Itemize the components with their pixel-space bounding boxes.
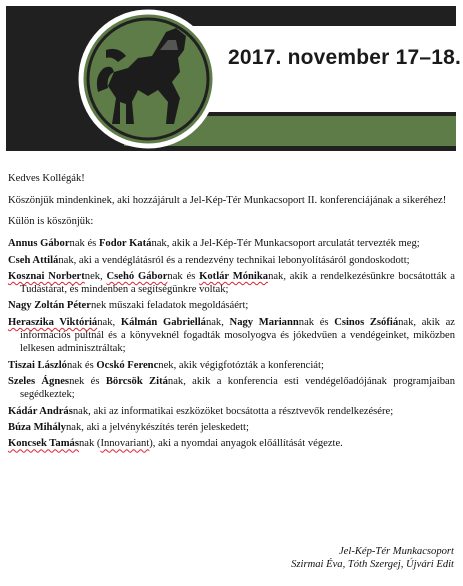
thanks-item — [8, 437, 455, 450]
thanked-name: Cseh Attilá — [8, 254, 59, 266]
thanks-text: nak, — [205, 316, 230, 328]
thanks-text: nak és — [167, 270, 200, 282]
thanks-text: Innovariant — [100, 438, 150, 450]
thanked-name: Ocskó Ferenc — [96, 359, 159, 371]
thanks-item — [8, 375, 455, 401]
thanked-name: Csinos Zsófiá — [334, 316, 399, 328]
thanks-item — [8, 254, 455, 267]
thanked-name: Nagy Mariann — [229, 316, 299, 328]
thanks-text: nak, akik az információs pultnál és a könyveknél fogadták mosolyogva és jókedvűen a vendégeinket, miközben lelkesen adminisztráltak; — [20, 316, 456, 355]
letter-body — [8, 172, 455, 454]
intro-paragraph: Köszönjük mindenkinek, aki hozzájárult a Jel-Kép-Tér Munkacsoport II. konferenciájának a sikeréhez! — [8, 194, 447, 206]
thanks-text: nak és — [298, 316, 335, 328]
event-date: 2017. november 17–18. — [228, 46, 462, 69]
thanked-name: Nagy Zoltán Péter — [8, 300, 91, 312]
thanks-text: nak, — [97, 316, 121, 328]
thanks-item — [8, 237, 455, 250]
thanks-text: nak, akik a rendelkezésünkre bocsátották a Tudástárat, és mindenben a segítségünkre voltak; — [20, 270, 455, 296]
signature-block — [291, 545, 454, 571]
thanks-text: nak, akik a Jel-Kép-Tér Munkacsoport arculatát tervezték meg; — [151, 238, 420, 250]
thanks-item — [8, 421, 455, 434]
thanks-text: nak ( — [78, 438, 101, 450]
thanked-name: Annus Gábor — [8, 238, 70, 250]
thanked-name: Koncsek Tamás — [8, 438, 79, 450]
thanks-list — [8, 237, 455, 451]
thanked-name: Csehó Gábor — [106, 270, 168, 282]
thanks-text: nak, aki a vendéglátásról és a rendezvény technikai lebonyolításáról gondoskodott; — [58, 254, 410, 266]
thanks-text: nek, — [84, 270, 107, 282]
thanks-text: nak és — [66, 359, 97, 371]
thanks-text: nek műszaki feladatok megoldásáért; — [90, 300, 249, 312]
thanks-text: nek és — [69, 376, 106, 388]
thanks-item — [8, 359, 455, 372]
signature-org: Jel-Kép-Tér Munkacsoport — [338, 546, 454, 557]
thanks-item — [8, 316, 455, 356]
thanked-name: Börcsök Zitá — [105, 376, 168, 388]
thanked-name: Kotlár Mónika — [199, 270, 269, 282]
thanked-name: Kosznai Norbert — [8, 270, 85, 282]
thanks-text: nak, aki az informatikai eszközöket bocsátotta a résztvevők rendelkezésére; — [72, 405, 394, 417]
thanks-item — [8, 270, 455, 296]
thanks-item — [8, 405, 455, 418]
also-thanks-line: Külön is köszönjük: — [8, 216, 94, 228]
thanks-item — [8, 299, 455, 312]
thanks-text: nak és — [69, 238, 99, 250]
thanked-name: Kálmán Gabriellá — [120, 316, 206, 328]
thanked-name: Kádár András — [8, 405, 73, 417]
greeting: Kedves Kollégák! — [8, 173, 85, 184]
thanked-name: Fodor Katá — [98, 238, 152, 250]
thanks-text: nak, aki a jelvénykészítés terén jeleskedett; — [65, 422, 249, 434]
thanks-text: nek, akik végigfotózták a konferenciát; — [158, 359, 324, 371]
thanks-text: nak, akik a konferencia esti vendégelőadójának programjaiban segédkeztek; — [20, 376, 455, 401]
header-banner — [6, 6, 462, 151]
thanked-name: Heraszika Viktóriá — [8, 316, 98, 328]
thanked-name: Tiszai László — [8, 359, 67, 371]
thanks-text: ), aki a nyomdai anyagok előállítását végezte. — [149, 438, 343, 450]
thanked-name: Szeles Ágnes — [8, 376, 70, 388]
lion-emblem-icon — [68, 6, 228, 151]
thanked-name: Búza Mihály — [8, 422, 66, 434]
signature-names: Szirmai Éva, Tóth Szergej, Újvári Edit — [291, 559, 454, 570]
